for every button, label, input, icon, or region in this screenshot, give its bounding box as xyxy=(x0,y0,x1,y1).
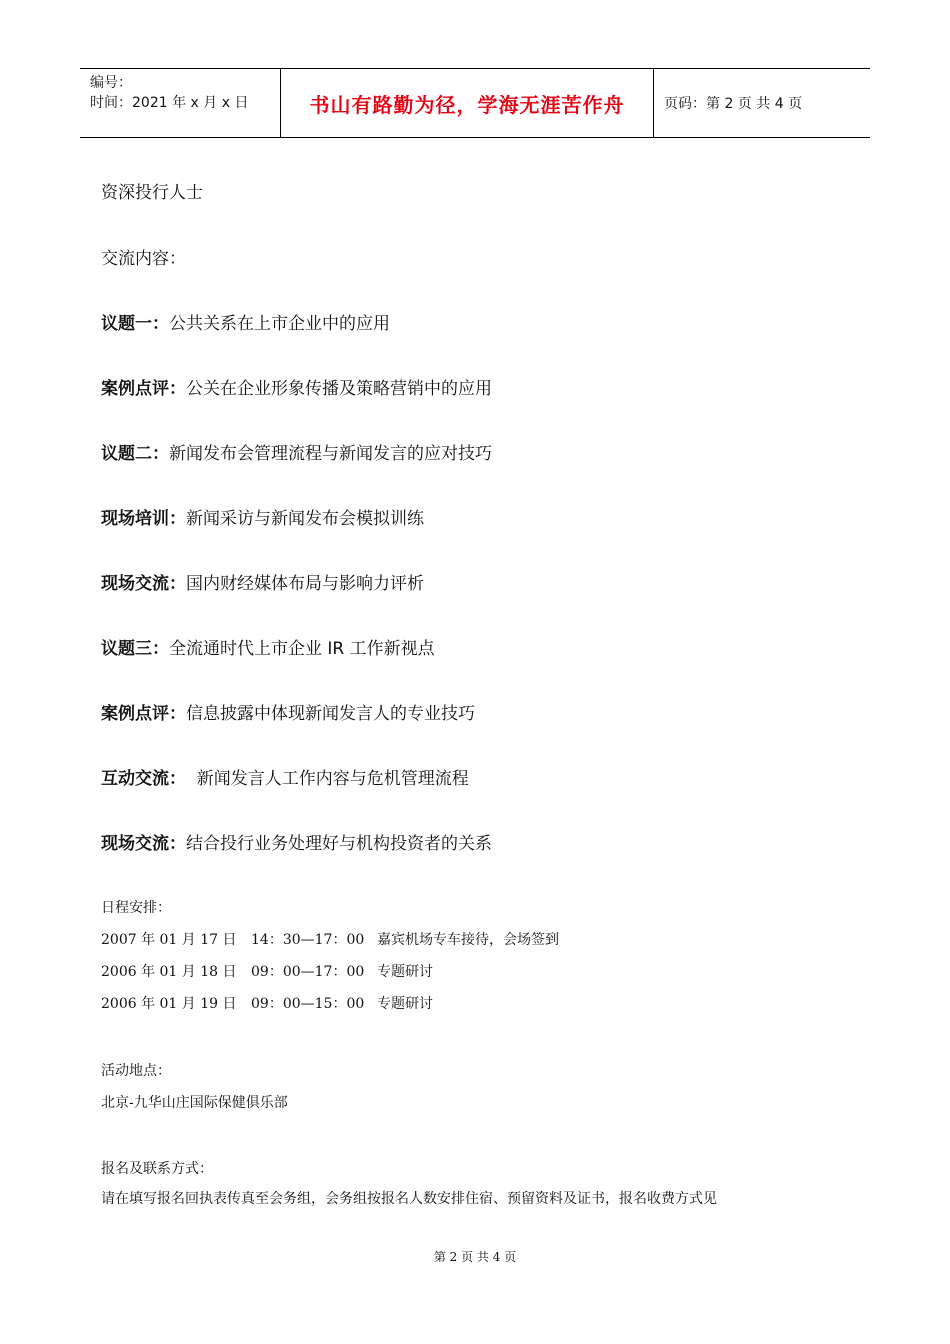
agenda-item-text: 新闻采访与新闻发布会模拟训练 xyxy=(186,509,424,529)
agenda-item-label: 议题二： xyxy=(101,444,169,464)
agenda-item xyxy=(101,569,424,594)
agenda-item xyxy=(101,764,469,789)
schedule-date: 2006 年 01 月 19 日 xyxy=(101,996,237,1012)
venue-heading: 活动地点： xyxy=(101,1063,171,1079)
agenda-item-label: 现场交流： xyxy=(101,574,186,594)
content-heading: 交流内容： xyxy=(101,249,186,269)
agenda-item xyxy=(101,699,475,724)
time-label: 时间：2021 年 x 月 x 日 xyxy=(90,95,249,111)
agenda-item-label: 议题一： xyxy=(101,314,169,334)
page-header xyxy=(80,68,870,138)
agenda-item-label: 案例点评： xyxy=(101,704,186,724)
agenda-item-text: 新闻发言人工作内容与危机管理流程 xyxy=(186,769,469,789)
agenda-item-text: 全流通时代上市企业 IR 工作新视点 xyxy=(169,639,435,659)
agenda-item-label: 案例点评： xyxy=(101,379,186,399)
agenda-item-text: 信息披露中体现新闻发言人的专业技巧 xyxy=(186,704,475,724)
agenda-item-label: 现场培训： xyxy=(101,509,186,529)
header-page-label: 页码：第 2 页 共 4 页 xyxy=(664,96,803,112)
agenda-item-text: 新闻发布会管理流程与新闻发言的应对技巧 xyxy=(169,444,492,464)
header-left-cell xyxy=(80,69,281,137)
agenda-item-label: 议题三： xyxy=(101,639,169,659)
registration-text: 请在填写报名回执表传真至会务组，会务组按报名人数安排住宿、预留资料及证书，报名收费方式见 xyxy=(101,1191,717,1207)
schedule-row xyxy=(101,929,559,949)
agenda-item-text: 公共关系在上市企业中的应用 xyxy=(169,314,390,334)
schedule-desc: 嘉宾机场专车接待，会场签到 xyxy=(377,932,559,948)
agenda-item xyxy=(101,439,492,464)
agenda-item-text: 公关在企业形象传播及策略营销中的应用 xyxy=(186,379,492,399)
schedule-time: 14：30—17：00 xyxy=(251,932,365,948)
agenda-item-label: 现场交流： xyxy=(101,834,186,854)
schedule-row xyxy=(101,993,433,1013)
schedule-date: 2006 年 01 月 18 日 xyxy=(101,964,237,980)
venue-text: 北京-九华山庄国际保健俱乐部 xyxy=(101,1095,288,1111)
agenda-item xyxy=(101,374,492,399)
registration-heading: 报名及联系方式： xyxy=(101,1161,213,1177)
agenda-item-label: 互动交流： xyxy=(101,769,186,789)
agenda-item xyxy=(101,829,492,854)
schedule-time: 09：00—15：00 xyxy=(251,996,365,1012)
number-label: 编号： xyxy=(90,75,132,91)
agenda-item-text: 结合投行业务处理好与机构投资者的关系 xyxy=(186,834,492,854)
intro-line: 资深投行人士 xyxy=(101,183,203,203)
schedule-row xyxy=(101,961,433,981)
schedule-desc: 专题研讨 xyxy=(377,964,433,980)
schedule-time: 09：00—17：00 xyxy=(251,964,365,980)
schedule-date: 2007 年 01 月 17 日 xyxy=(101,932,237,948)
agenda-item xyxy=(101,504,424,529)
agenda-item xyxy=(101,309,390,334)
page-footer: 第 2 页 共 4 页 xyxy=(433,1250,517,1264)
agenda-item xyxy=(101,634,435,659)
schedule-heading: 日程安排： xyxy=(101,900,171,916)
header-motto: 书山有路勤为径，学海无涯苦作舟 xyxy=(281,69,654,137)
schedule-desc: 专题研讨 xyxy=(377,996,433,1012)
agenda-item-text: 国内财经媒体布局与影响力评析 xyxy=(186,574,424,594)
